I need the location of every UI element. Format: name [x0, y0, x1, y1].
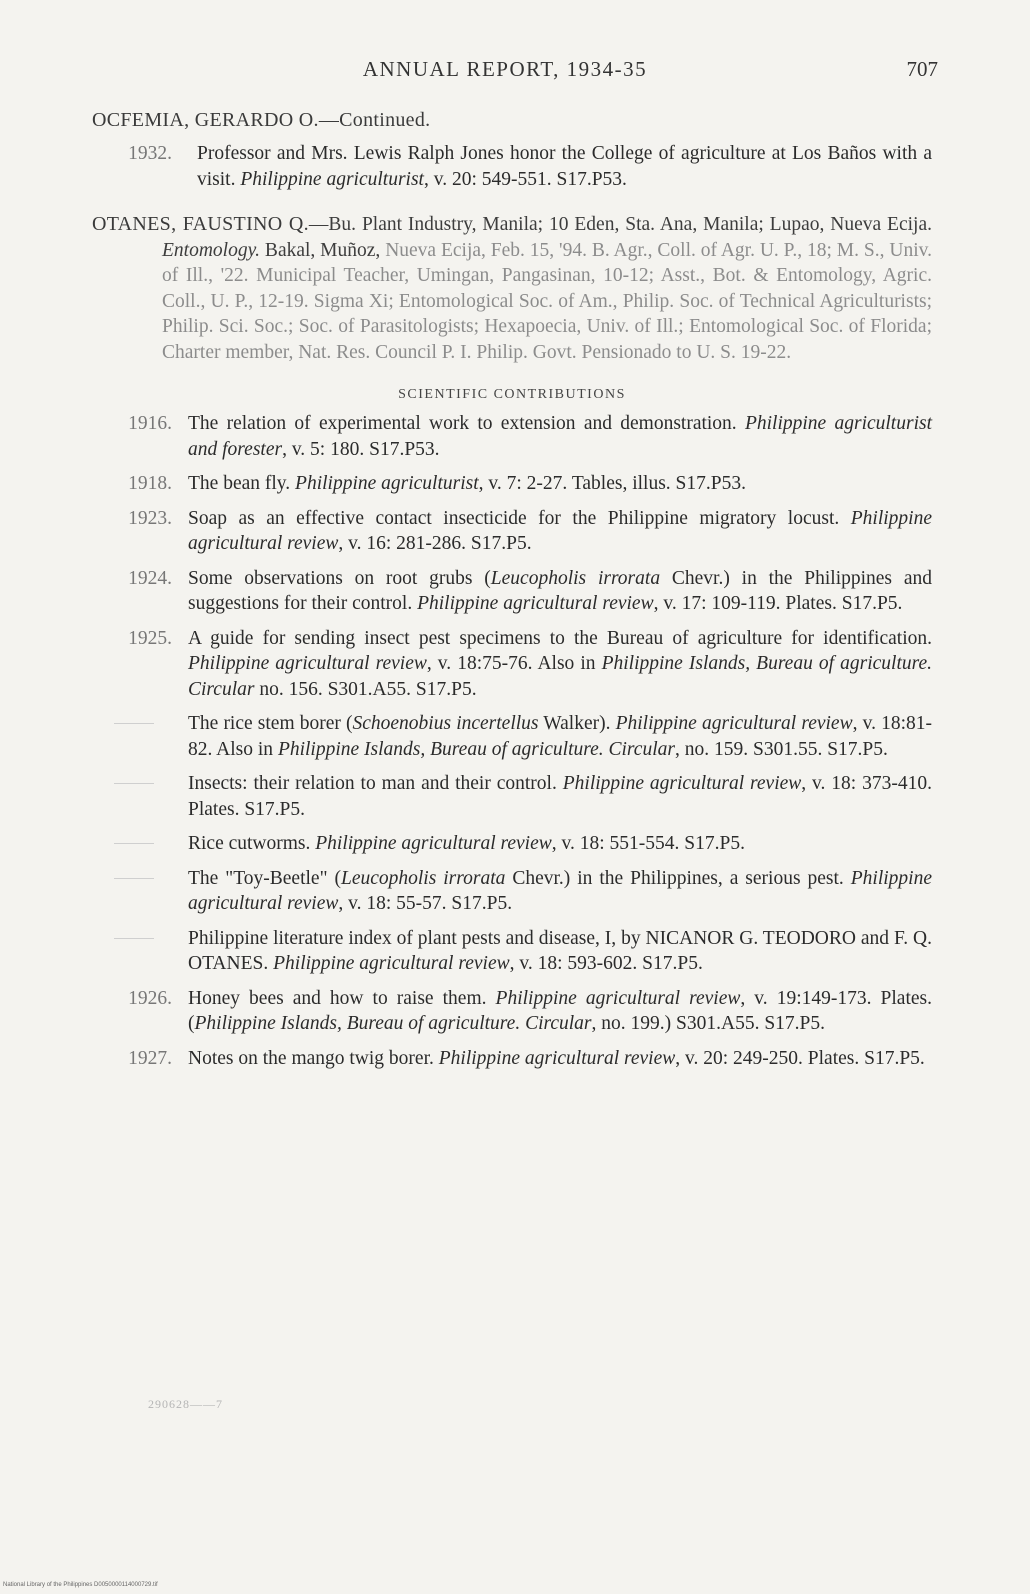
- journal-title: Philippine agricultural review: [417, 593, 654, 614]
- contribution-text-cont: Walker).: [538, 713, 616, 734]
- contribution-item: [92, 986, 932, 1037]
- contribution-item: [92, 771, 932, 822]
- contribution-citation: , v. 18: 373-410. Plates. S17.P5.: [188, 773, 932, 820]
- contribution-text: Rice cutworms.: [188, 833, 316, 854]
- journal-title: Philippine agricultural review: [315, 833, 552, 854]
- contribution-citation: , v. 18: 593-602. S17.P5.: [509, 953, 703, 974]
- journal-title: Philippine agricultural review: [273, 953, 510, 974]
- contribution-text-cont: Chevr.) in the Philippines, a serious pest.: [505, 867, 851, 889]
- running-title: ANNUAL REPORT, 1934-35: [362, 57, 648, 81]
- contribution-item: [92, 711, 932, 762]
- contribution-item: [92, 1046, 932, 1072]
- section-heading: SCIENTIFIC CONTRIBUTIONS: [398, 387, 626, 402]
- contribution-item: [92, 866, 932, 917]
- journal-title: Philippine agricultural review: [188, 867, 932, 914]
- contribution-year: 1927.: [128, 1047, 172, 1069]
- ditto-dash: [114, 723, 154, 724]
- ditto-dash: [114, 783, 154, 784]
- printer-code: 290628——7: [148, 1397, 223, 1411]
- contribution-text: The relation of experimental work to extension and demonstration.: [188, 413, 745, 434]
- contribution-citation: , v. 19:149-173. Plates. (: [188, 987, 933, 1034]
- page-header: [0, 57, 1030, 87]
- contribution-item: [92, 926, 932, 977]
- entry-name-ocfemia: OCFEMIA, GERARDO O.—Continued.: [92, 109, 431, 131]
- scan-credit: National Library of the Philippines D0050000114000729.tif: [3, 1582, 158, 1588]
- journal-title-alt: Philippine Islands, Bureau of agriculture. Circular: [194, 1013, 592, 1034]
- contribution-citation-alt: , no. 199.) S301.A55. S17.P5.: [591, 1013, 826, 1034]
- journal-title: Philippine agriculturist: [240, 168, 424, 190]
- contribution-item: [92, 626, 932, 703]
- journal-title: Philippine agriculturist: [295, 473, 479, 494]
- bio-affiliation: —Bu. Plant Industry, Manila; 10 Eden, Sta. Ana, Manila; Lupao, Nueva Ecija.: [308, 214, 932, 235]
- journal-title-alt: Philippine Islands, Bureau of agriculture. Circular: [188, 653, 933, 700]
- document-body: [92, 108, 932, 1080]
- contribution-citation: , v. 7: 2-27. Tables, illus. S17.P53.: [478, 473, 746, 494]
- contributions-list: [92, 411, 932, 1071]
- contribution-year: 1924.: [128, 567, 172, 589]
- contribution-citation: , v. 18: 55-57. S17.P5.: [338, 893, 513, 914]
- contribution-citation: , v. 18:81-82. Also in: [188, 713, 932, 760]
- contribution-item: [92, 411, 932, 462]
- bio-otanes: [92, 212, 932, 365]
- contribution-item: [92, 566, 932, 617]
- contribution-item: [92, 471, 932, 497]
- journal-title: Philippine agricultural review: [438, 1047, 676, 1069]
- entry-name-otanes: OTANES, FAUSTINO Q.: [92, 213, 309, 235]
- contribution-text: Soap as an effective contact insecticide for the Philippine migratory locust.: [188, 507, 851, 529]
- contribution-text: The rice stem borer (: [188, 713, 353, 734]
- page-number: 707: [906, 57, 938, 81]
- contribution-year: 1916.: [128, 413, 172, 434]
- contribution-text: Some observations on root grubs (: [188, 567, 491, 589]
- contribution-text: Honey bees and how to raise them.: [188, 987, 496, 1009]
- contribution-year: 1925.: [128, 627, 172, 649]
- contribution-text: The bean fly.: [188, 473, 296, 494]
- species-name: Leucopholis irrorata: [490, 567, 661, 589]
- bio-details: Nueva Ecija, Feb. 15, '94. B. Agr., Coll. of Agr. U. P., 18; M. S., Univ. of Ill., '22. Municipal Teacher, Umingan, Pangasinan, 10-12; Asst., Bot. & Entomology, Agric. Coll., U. P., 12-19. Sigma Xi; Entomological Soc. of Am., Philip. Soc. of Technical Agriculturists; Philip. Sci. Soc.; Soc. of Parasitologists; Hexapoecia, Univ. of Ill.; Entomological Soc. of Florida; Charter member, Nat. Res. Council P. I. Philip. Govt. Pensionado to U. S. 19-22.: [162, 239, 932, 363]
- contribution-text: The "Toy-Beetle" (: [188, 867, 341, 889]
- species-name: Schoenobius incertellus: [352, 713, 539, 734]
- journal-title: Philippine agricultural review: [188, 507, 932, 554]
- contribution-text: Notes on the mango twig borer.: [188, 1047, 439, 1069]
- bio-field: Entomology.: [162, 239, 261, 261]
- contribution-citation-alt: , no. 159. S301.55. S17.P5.: [674, 738, 888, 760]
- contribution-year: 1932.: [128, 143, 172, 164]
- contribution-year: 1918.: [128, 473, 172, 494]
- journal-title-alt: Philippine Islands, Bureau of agriculture. Circular: [277, 738, 675, 760]
- bio-birthplace: Bakal, Muñoz,: [260, 239, 386, 261]
- journal-title: Philippine agricultural review: [615, 713, 853, 734]
- contribution-item: [92, 506, 932, 557]
- contribution-year: 1926.: [128, 987, 172, 1009]
- contribution-citation: , v. 17: 109-119. Plates. S17.P5.: [653, 593, 903, 614]
- contribution-citation: , v. 18:75-76. Also in: [426, 653, 602, 674]
- ditto-dash: [114, 938, 154, 939]
- contribution-citation-alt: no. 156. S301.A55. S17.P5.: [254, 678, 477, 700]
- journal-title: Philippine agricultural review: [562, 773, 802, 794]
- contribution-text: Insects: their relation to man and their control.: [188, 773, 563, 794]
- ditto-dash: [114, 878, 154, 879]
- contribution-text: Professor and Mrs. Lewis Ralph Jones honor the College of agriculture at Los Baños with a visit.: [197, 143, 932, 190]
- contribution-citation: , v. 20: 549-551. S17.P53.: [423, 168, 627, 190]
- journal-title: Philippine agriculturist and forester: [188, 413, 932, 460]
- contribution-citation: , v. 5: 180. S17.P53.: [282, 438, 440, 460]
- contribution-text-cont: Chevr.) in the Philippines and suggestions for their control.: [188, 567, 932, 614]
- contribution-citation: , v. 16: 281-286. S17.P5.: [338, 533, 532, 554]
- contribution-year: 1923.: [128, 507, 172, 529]
- contribution-citation: , v. 20: 249-250. Plates. S17.P5.: [675, 1047, 925, 1069]
- contribution-item: [92, 831, 932, 857]
- journal-title: Philippine agricultural review: [495, 987, 741, 1009]
- contribution-text: A guide for sending insect pest specimens to the Bureau of agriculture for identification.: [188, 627, 932, 649]
- species-name: Leucopholis irrorata: [340, 867, 506, 889]
- journal-title: Philippine agricultural review: [188, 653, 427, 674]
- ocfemia-contribution: [92, 141, 932, 192]
- contribution-citation: , v. 18: 551-554. S17.P5.: [551, 833, 745, 854]
- contribution-text: Philippine literature index of plant pests and disease, I, by NICANOR G. TEODORO and F. Q. OTANES.: [188, 927, 932, 974]
- ditto-dash: [114, 843, 154, 844]
